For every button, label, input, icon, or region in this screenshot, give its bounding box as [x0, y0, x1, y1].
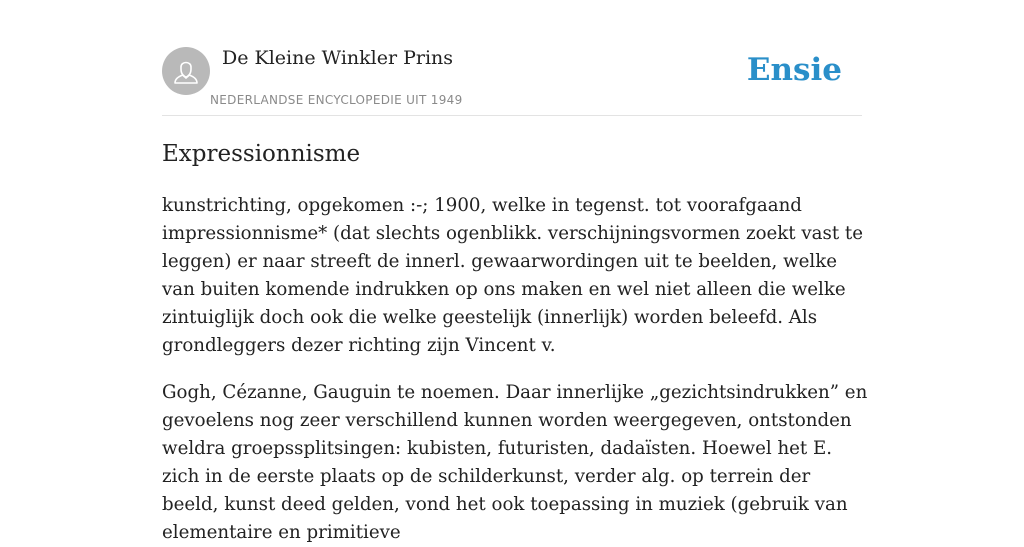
- article-title: Expressionnisme: [162, 141, 361, 167]
- header: [162, 0, 862, 116]
- user-placeholder-icon[interactable]: [162, 47, 210, 95]
- article-paragraph: Gogh, Cézanne, Gauguin te noemen. Daar innerlijke „gezichtsindrukken” en gevoelens nog zeer verschillend kunnen worden weergegeven, ontstonden weldra groepssplitsingen: kubisten, futuristen, dadaïsten. Hoewel het E. zich in de eerste plaats op de schilderkunst, verder alg. op terrein der beeld, kunst deed gelden, vond het ook toepassing in muziek (gebruik van elementaire en primitieve: [162, 382, 868, 543]
- publication-subtitle: NEDERLANDSE ENCYCLOPEDIE UIT 1949: [210, 93, 463, 107]
- ensie-logo-link[interactable]: Ensie: [746, 52, 842, 88]
- article-paragraph: kunstrichting, opgekomen :-; 1900, welke in tegenst. tot voorafgaand impressionnisme* (dat slechts ogenblikk. verschijningsvormen zoekt vast te leggen) er naar streeft de innerl. gewaarwordingen uit te beelden, welke van buiten komende indrukken op ons maken en wel niet alleen die welke zintuiglijk doch ook die welke geestelijk (innerlijk) worden beleefd. Als grondleggers dezer richting zijn Vincent v.: [162, 195, 864, 356]
- article: [162, 136, 868, 547]
- publication-title[interactable]: De Kleine Winkler Prins: [222, 47, 454, 69]
